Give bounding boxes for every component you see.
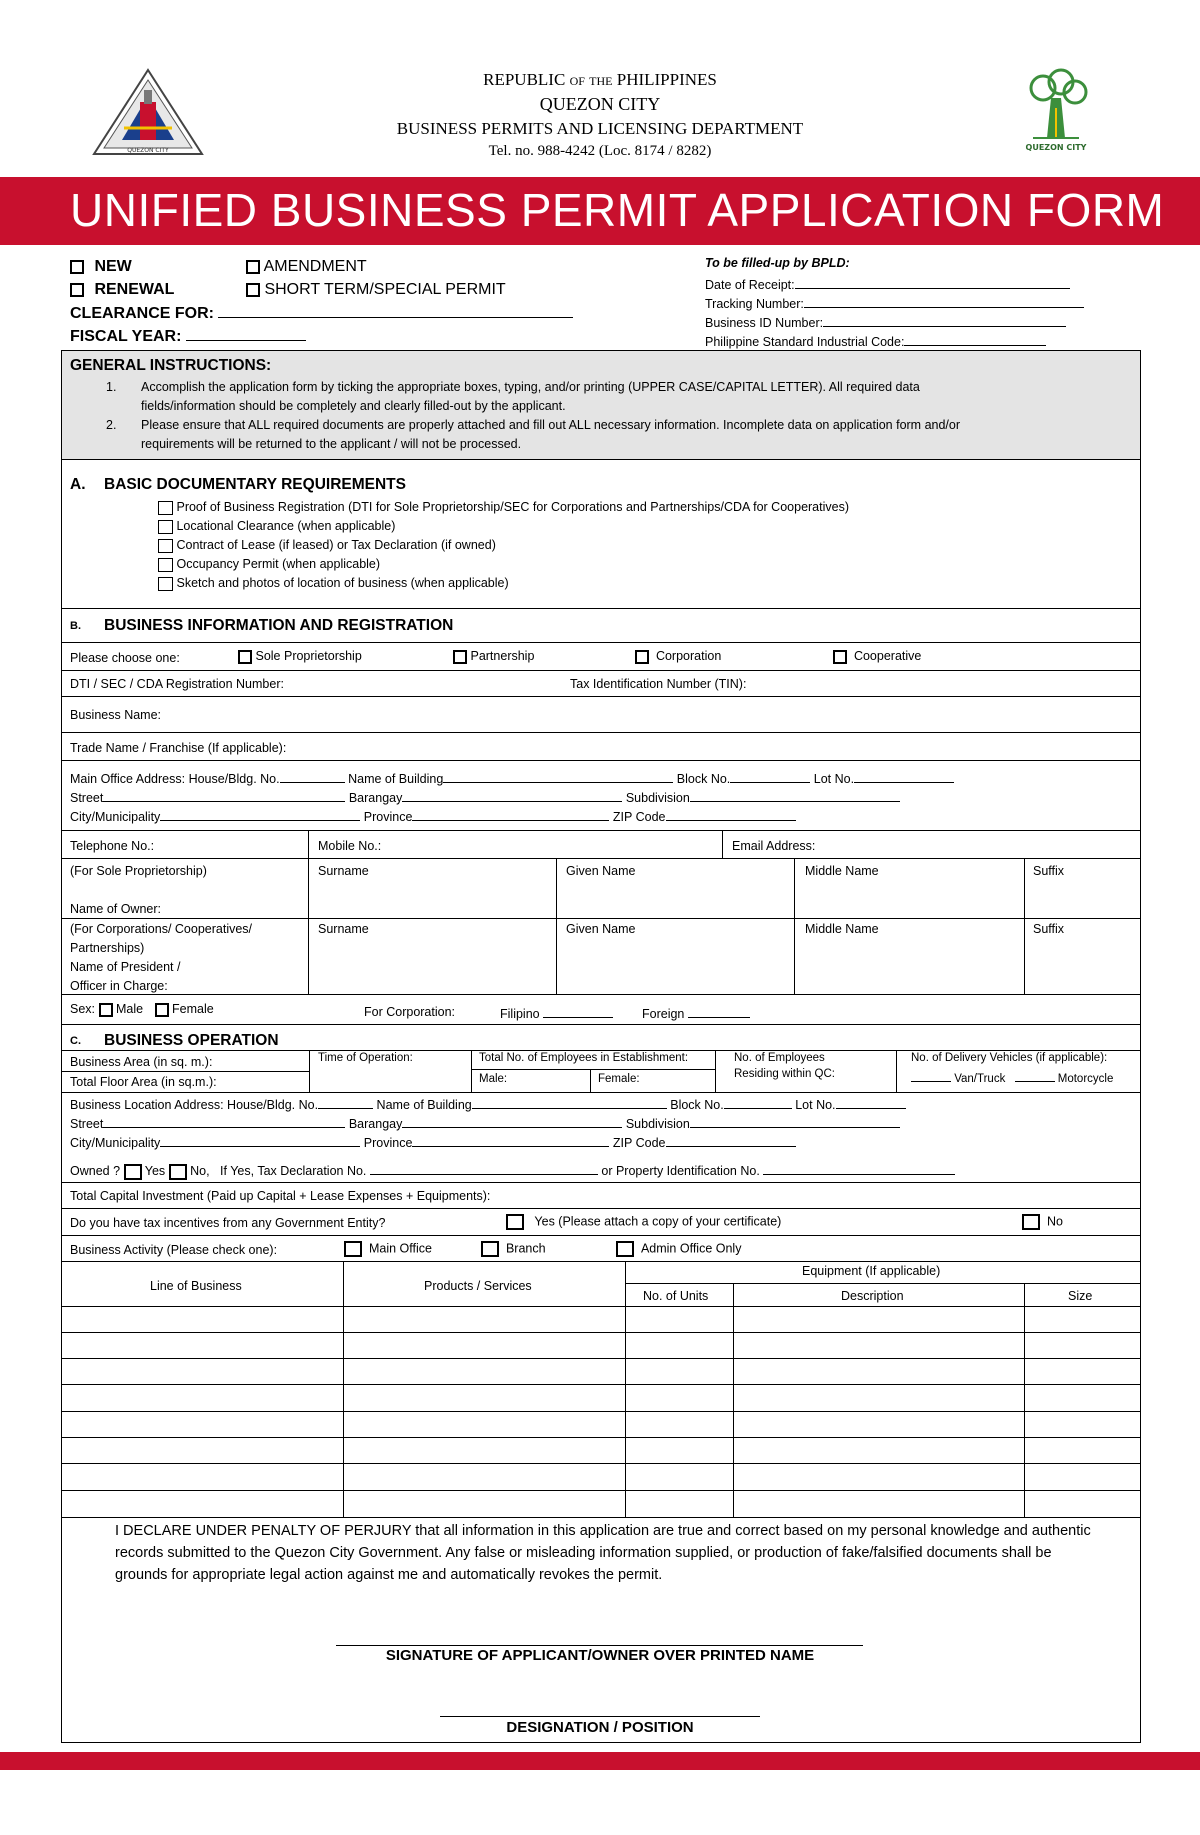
property-id-label: or Property Identification No. bbox=[601, 1164, 760, 1178]
city-line[interactable] bbox=[160, 808, 360, 821]
main-address-line3[interactable] bbox=[70, 808, 796, 824]
business-id-field[interactable] bbox=[705, 314, 1066, 330]
subdivision-label: Subdivision bbox=[625, 1117, 690, 1131]
for-corporation-label: For Corporation: bbox=[364, 1005, 456, 1019]
barangay-line[interactable] bbox=[402, 789, 622, 802]
requirement-item[interactable] bbox=[158, 538, 496, 553]
section-c-letter: C. bbox=[70, 1035, 81, 1047]
house-line[interactable] bbox=[318, 1096, 373, 1109]
reg-number-field[interactable]: DTI / SEC / CDA Registration Number: bbox=[70, 677, 284, 691]
option-short-term[interactable] bbox=[246, 281, 506, 299]
section-a-title: BASIC DOCUMENTARY REQUIREMENTS bbox=[104, 476, 406, 493]
type-checkbox[interactable] bbox=[238, 650, 252, 664]
type-label: Partnership bbox=[470, 649, 535, 663]
activity-label: Branch bbox=[505, 1241, 546, 1256]
block-line[interactable] bbox=[724, 1096, 792, 1109]
activity-checkbox[interactable] bbox=[616, 1241, 634, 1257]
designation-line[interactable] bbox=[440, 1716, 760, 1717]
col-line-of-business: Line of Business bbox=[150, 1279, 242, 1293]
street-label: Street bbox=[70, 1117, 104, 1131]
zip-label: ZIP Code bbox=[612, 810, 666, 824]
requirement-label: Occupancy Permit (when applicable) bbox=[176, 557, 381, 571]
signature-line[interactable] bbox=[336, 1645, 863, 1646]
instructions-heading: GENERAL INSTRUCTIONS: bbox=[70, 357, 272, 374]
incentives-no-checkbox[interactable] bbox=[1022, 1214, 1040, 1230]
president-label-4: Officer in Charge: bbox=[70, 979, 168, 993]
delivery-vehicles-field[interactable] bbox=[911, 1069, 1113, 1085]
requirement-label: Sketch and photos of location of business (when applicable) bbox=[176, 576, 509, 590]
time-of-operation-field[interactable]: Time of Operation: bbox=[318, 1052, 413, 1064]
owned-no-checkbox[interactable] bbox=[169, 1164, 187, 1180]
president-label-3: Name of President / bbox=[70, 960, 181, 974]
clearance-for-label: CLEARANCE FOR: bbox=[70, 305, 214, 322]
designation-label: DESIGNATION / POSITION bbox=[506, 1719, 694, 1736]
instruction-2-line1: Please ensure that ALL required documents are properly attached and fill out ALL necessary information. Incomplete data on application form and/or bbox=[141, 418, 961, 432]
section-b-title: BUSINESS INFORMATION AND REGISTRATION bbox=[104, 617, 454, 634]
filipino-label: Filipino bbox=[500, 1007, 540, 1021]
tax-declaration-label: If Yes, Tax Declaration No. bbox=[220, 1164, 367, 1178]
subdivision-line[interactable] bbox=[690, 789, 900, 802]
main-address-line1[interactable] bbox=[70, 770, 954, 786]
email-field[interactable]: Email Address: bbox=[732, 839, 816, 853]
employees-qc-label-1: No. of Employees bbox=[734, 1052, 825, 1064]
zip-line[interactable] bbox=[666, 808, 796, 821]
province-line[interactable] bbox=[412, 1134, 609, 1147]
building-label: Name of Building bbox=[348, 772, 444, 786]
female-label: Female bbox=[172, 1002, 214, 1016]
activity-label: Admin Office Only bbox=[640, 1241, 742, 1256]
psic-line[interactable] bbox=[904, 333, 1046, 346]
title-banner bbox=[0, 177, 1200, 245]
new-checkbox[interactable] bbox=[70, 260, 84, 274]
col-equipment: Equipment (If applicable) bbox=[802, 1264, 941, 1278]
instruction-1-line2: fields/information should be completely and clearly filled-out by the applicant. bbox=[141, 399, 566, 413]
option-renewal[interactable] bbox=[70, 281, 174, 299]
table-row[interactable] bbox=[61, 1463, 1141, 1464]
activity-branch[interactable] bbox=[481, 1241, 546, 1257]
female-checkbox[interactable] bbox=[155, 1003, 169, 1017]
floor-area-field[interactable]: Total Floor Area (in sq.m.): bbox=[70, 1075, 217, 1089]
option-short-term-label: SHORT TERM/SPECIAL PERMIT bbox=[264, 281, 506, 298]
delivery-vehicles-label: No. of Delivery Vehicles (if applicable): bbox=[911, 1052, 1108, 1064]
building-line[interactable] bbox=[443, 770, 673, 783]
col-products: Products / Services bbox=[424, 1279, 532, 1293]
filipino-field[interactable] bbox=[500, 1005, 613, 1021]
form-title: UNIFIED BUSINESS PERMIT APPLICATION FORM bbox=[70, 184, 1165, 236]
date-of-receipt-field[interactable] bbox=[705, 276, 1070, 292]
footer-bar bbox=[0, 1752, 1200, 1770]
tax-declaration-line[interactable] bbox=[370, 1162, 598, 1175]
motorcycle-label: Motorcycle bbox=[1057, 1073, 1114, 1085]
type-label: Sole Proprietorship bbox=[255, 649, 362, 663]
lot-line[interactable] bbox=[836, 1096, 906, 1109]
option-amendment[interactable] bbox=[246, 258, 367, 276]
section-a-letter: A. bbox=[70, 476, 86, 493]
table-row[interactable] bbox=[61, 1332, 1141, 1333]
property-id-line[interactable] bbox=[763, 1162, 955, 1175]
activity-main-office[interactable] bbox=[344, 1241, 432, 1257]
choose-one-label: Please choose one: bbox=[70, 651, 180, 665]
owned-field[interactable] bbox=[70, 1162, 955, 1180]
block-label: Block No. bbox=[676, 772, 731, 786]
incentives-no-label: No bbox=[1046, 1214, 1063, 1229]
signature-label: SIGNATURE OF APPLICANT/OWNER OVER PRINTED NAME bbox=[385, 1647, 815, 1664]
subdivision-label: Subdivision bbox=[625, 791, 690, 805]
province-label: Province bbox=[363, 1136, 413, 1150]
house-line[interactable] bbox=[280, 770, 345, 783]
mobile-field[interactable]: Mobile No.: bbox=[318, 839, 382, 853]
male-label: Male bbox=[115, 1002, 144, 1016]
subdivision-line[interactable] bbox=[690, 1115, 900, 1128]
short-term-checkbox[interactable] bbox=[246, 283, 260, 297]
street-line[interactable] bbox=[103, 789, 345, 802]
barangay-label: Barangay bbox=[348, 1117, 403, 1131]
tax-incentives-label: Do you have tax incentives from any Government Entity? bbox=[70, 1216, 386, 1230]
house-label: Main Office Address: House/Bldg. No. bbox=[70, 772, 280, 786]
amendment-checkbox[interactable] bbox=[246, 260, 260, 274]
female-employees-field[interactable]: Female: bbox=[598, 1073, 640, 1085]
date-of-receipt-label: Date of Receipt: bbox=[705, 278, 795, 292]
president-surname[interactable]: Surname bbox=[318, 922, 369, 936]
svg-text:QUEZON CITY: QUEZON CITY bbox=[127, 147, 169, 154]
section-c-title: BUSINESS OPERATION bbox=[104, 1032, 279, 1049]
zip-line[interactable] bbox=[666, 1134, 796, 1147]
header-telephone: Tel. no. 988-4242 (Loc. 8174 / 8282) bbox=[488, 143, 712, 159]
street-line[interactable] bbox=[103, 1115, 345, 1128]
requirement-item[interactable] bbox=[158, 576, 509, 591]
trade-name-field[interactable]: Trade Name / Franchise (If applicable): bbox=[70, 741, 287, 755]
clearance-for-line[interactable] bbox=[218, 305, 573, 318]
table-row[interactable] bbox=[61, 1490, 1141, 1491]
type-checkbox[interactable] bbox=[833, 650, 847, 664]
tracking-number-line[interactable] bbox=[804, 295, 1084, 308]
col-units: No. of Units bbox=[643, 1289, 709, 1303]
filipino-line[interactable] bbox=[543, 1005, 613, 1018]
president-label-2: Partnerships) bbox=[70, 941, 145, 955]
table-row[interactable] bbox=[61, 1384, 1141, 1385]
lot-label: Lot No. bbox=[795, 1098, 836, 1112]
activity-admin-office[interactable] bbox=[616, 1241, 741, 1257]
instruction-1-number: 1. bbox=[106, 380, 117, 394]
president-suffix[interactable]: Suffix bbox=[1033, 922, 1065, 936]
requirement-checkbox[interactable] bbox=[158, 558, 173, 572]
activity-checkbox[interactable] bbox=[344, 1241, 362, 1257]
requirement-checkbox[interactable] bbox=[158, 539, 173, 553]
header-city: QUEZON CITY bbox=[539, 94, 661, 114]
requirement-label: Proof of Business Registration (DTI for Sole Proprietorship/SEC for Corporations and Partnerships/CDA for Cooperatives) bbox=[176, 500, 850, 514]
business-address-line1[interactable] bbox=[70, 1096, 906, 1112]
zip-label: ZIP Code bbox=[612, 1136, 666, 1150]
requirement-item[interactable] bbox=[158, 500, 849, 515]
city-label: City/Municipality bbox=[70, 1136, 161, 1150]
psic-label: Philippine Standard Industrial Code: bbox=[705, 335, 905, 349]
type-label: Corporation bbox=[655, 649, 722, 663]
requirement-label: Contract of Lease (if leased) or Tax Declaration (if owned) bbox=[176, 538, 496, 552]
business-id-label: Business ID Number: bbox=[705, 316, 824, 330]
option-renewal-label: RENEWAL bbox=[94, 281, 175, 298]
fiscal-year-field[interactable] bbox=[70, 328, 306, 346]
fiscal-year-line[interactable] bbox=[186, 328, 306, 341]
instruction-2-line2: requirements will be returned to the applicant / will not be processed. bbox=[141, 437, 522, 451]
table-row[interactable] bbox=[61, 1358, 1141, 1359]
tracking-number-field[interactable] bbox=[705, 295, 1084, 311]
president-given-name[interactable]: Given Name bbox=[566, 922, 636, 936]
telephone-field[interactable]: Telephone No.: bbox=[70, 839, 155, 853]
instruction-1-line1: Accomplish the application form by ticking the appropriate boxes, typing, and/or printing (UPPER CASE/CAPITAL LETTER). All required data bbox=[141, 380, 920, 394]
city-label: City/Municipality bbox=[70, 810, 161, 824]
clearance-for-field[interactable] bbox=[70, 305, 573, 323]
foreign-field[interactable] bbox=[642, 1005, 750, 1021]
owned-no-label: No, bbox=[190, 1164, 210, 1178]
building-label: Name of Building bbox=[376, 1098, 472, 1112]
requirement-checkbox[interactable] bbox=[158, 520, 173, 534]
business-id-line[interactable] bbox=[823, 314, 1066, 327]
table-row[interactable] bbox=[61, 1437, 1141, 1438]
owned-yes-label: Yes bbox=[144, 1164, 166, 1178]
province-label: Province bbox=[363, 810, 413, 824]
renewal-checkbox[interactable] bbox=[70, 283, 84, 297]
instruction-2-number: 2. bbox=[106, 418, 117, 432]
date-of-receipt-line[interactable] bbox=[795, 276, 1070, 289]
type-corporation[interactable] bbox=[635, 649, 721, 664]
incentives-yes-checkbox[interactable] bbox=[506, 1214, 524, 1230]
lot-label: Lot No. bbox=[813, 772, 855, 786]
bpld-heading: To be filled-up by BPLD: bbox=[705, 256, 850, 270]
owned-label: Owned ? bbox=[70, 1164, 121, 1178]
owner-given-name[interactable]: Given Name bbox=[566, 864, 636, 878]
declaration-text: I DECLARE UNDER PENALTY OF PERJURY that all information in this application are true and correct based on my personal knowledge and authentic records submitted to the Quezon City Government. Any false or misleading information supplied, or production of fake/falsified documents shall be grounds for appropriate legal action against me and automatically revokes the permit. bbox=[115, 1523, 1091, 1583]
header-republic: REPUBLIC OF THE PHILIPPINES bbox=[483, 70, 717, 89]
business-activity-label: Business Activity (Please check one): bbox=[70, 1243, 278, 1257]
owner-suffix[interactable]: Suffix bbox=[1033, 864, 1065, 878]
van-line[interactable] bbox=[911, 1069, 951, 1082]
type-checkbox[interactable] bbox=[453, 650, 467, 664]
activity-checkbox[interactable] bbox=[481, 1241, 499, 1257]
type-cooperative[interactable] bbox=[833, 649, 921, 664]
foreign-label: Foreign bbox=[642, 1007, 685, 1021]
psic-field[interactable] bbox=[705, 333, 1046, 349]
requirement-checkbox[interactable] bbox=[158, 577, 173, 591]
requirement-item[interactable] bbox=[158, 519, 395, 534]
van-label: Van/Truck bbox=[954, 1073, 1006, 1085]
owner-middle-name[interactable]: Middle Name bbox=[805, 864, 879, 878]
col-size: Size bbox=[1068, 1289, 1093, 1303]
president-middle-name[interactable]: Middle Name bbox=[805, 922, 879, 936]
barangay-line[interactable] bbox=[402, 1115, 622, 1128]
street-label: Street bbox=[70, 791, 104, 805]
barangay-label: Barangay bbox=[348, 791, 403, 805]
table-row[interactable] bbox=[61, 1411, 1141, 1412]
owner-label-2: Name of Owner: bbox=[70, 902, 162, 916]
tin-field[interactable]: Tax Identification Number (TIN): bbox=[570, 677, 747, 691]
president-label-1: (For Corporations/ Cooperatives/ bbox=[70, 922, 253, 936]
option-new[interactable] bbox=[70, 258, 132, 276]
section-b-letter: B. bbox=[70, 620, 81, 632]
motorcycle-line[interactable] bbox=[1015, 1069, 1055, 1082]
tracking-number-label: Tracking Number: bbox=[705, 297, 804, 311]
type-label: Cooperative bbox=[853, 649, 922, 663]
male-checkbox[interactable] bbox=[99, 1003, 113, 1017]
svg-text:QUEZON CITY: QUEZON CITY bbox=[1025, 143, 1087, 152]
lot-line[interactable] bbox=[854, 770, 954, 783]
city-line[interactable] bbox=[160, 1134, 360, 1147]
fiscal-year-label: FISCAL YEAR: bbox=[70, 328, 182, 345]
foreign-line[interactable] bbox=[688, 1005, 750, 1018]
tax-incentives-no[interactable] bbox=[1022, 1214, 1063, 1230]
owner-surname[interactable]: Surname bbox=[318, 864, 369, 878]
block-label: Block No. bbox=[670, 1098, 724, 1112]
header-department: BUSINESS PERMITS AND LICENSING DEPARTMENT bbox=[396, 119, 804, 138]
business-area-field[interactable]: Business Area (in sq. m.): bbox=[70, 1055, 213, 1069]
requirement-checkbox[interactable] bbox=[158, 501, 173, 515]
type-checkbox[interactable] bbox=[635, 650, 649, 664]
male-employees-field[interactable]: Male: bbox=[479, 1073, 508, 1085]
main-address-line2[interactable] bbox=[70, 789, 900, 805]
capital-investment-field[interactable]: Total Capital Investment (Paid up Capital + Lease Expenses + Equipments): bbox=[70, 1189, 491, 1203]
business-address-line3[interactable] bbox=[70, 1134, 796, 1150]
business-address-line2[interactable] bbox=[70, 1115, 900, 1131]
type-partnership[interactable] bbox=[453, 649, 534, 664]
building-line[interactable] bbox=[472, 1096, 667, 1109]
total-employees-label: Total No. of Employees in Establishment: bbox=[479, 1052, 689, 1064]
requirement-label: Locational Clearance (when applicable) bbox=[176, 519, 396, 533]
business-name-field[interactable]: Business Name: bbox=[70, 708, 162, 722]
owner-label-1: (For Sole Proprietorship) bbox=[70, 864, 207, 878]
sex-label: Sex: bbox=[70, 1002, 96, 1016]
sex-field[interactable] bbox=[70, 1002, 214, 1017]
table-row[interactable] bbox=[61, 1517, 1141, 1518]
incentives-yes-label: Yes (Please attach a copy of your certificate) bbox=[534, 1214, 782, 1229]
block-line[interactable] bbox=[730, 770, 810, 783]
house-label: Business Location Address: House/Bldg. No. bbox=[70, 1098, 319, 1112]
activity-label: Main Office bbox=[368, 1241, 432, 1256]
tax-incentives-yes[interactable] bbox=[506, 1214, 781, 1230]
option-amendment-label: AMENDMENT bbox=[263, 258, 367, 275]
province-line[interactable] bbox=[412, 808, 609, 821]
owned-yes-checkbox[interactable] bbox=[124, 1164, 142, 1180]
quezon-city-logo bbox=[1013, 68, 1099, 164]
type-sole[interactable] bbox=[238, 649, 362, 664]
option-new-label: NEW bbox=[94, 258, 132, 275]
employees-qc-label-2[interactable]: Residing within QC: bbox=[734, 1068, 835, 1080]
col-description: Description bbox=[841, 1289, 904, 1303]
requirement-item[interactable] bbox=[158, 557, 380, 572]
